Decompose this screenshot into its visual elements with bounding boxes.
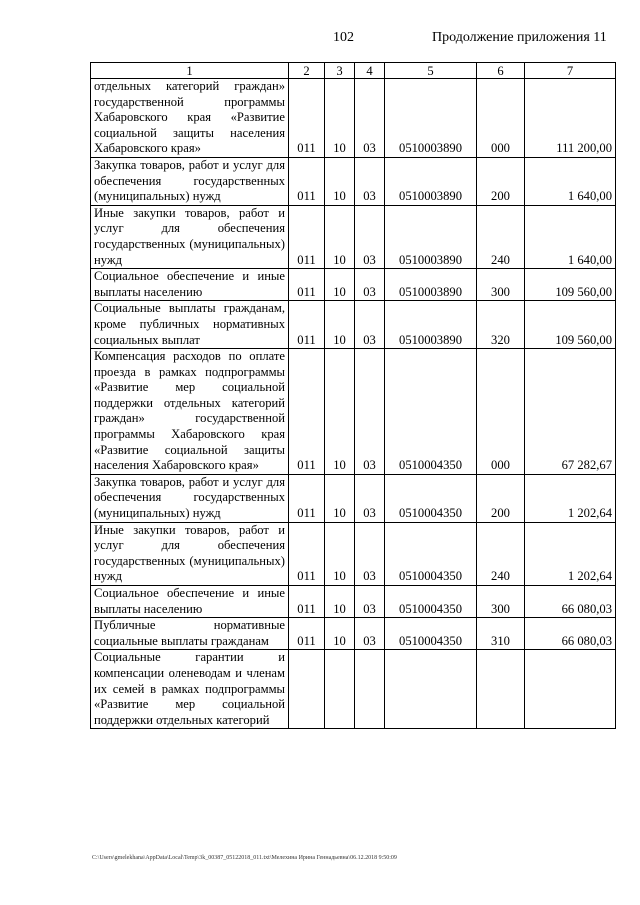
- row-subsection: 03: [355, 79, 385, 158]
- row-ministry-code: [289, 650, 325, 729]
- row-expense-type: 300: [477, 586, 525, 618]
- row-amount: 109 560,00: [525, 269, 616, 301]
- row-section: 10: [325, 618, 355, 650]
- table-row: [91, 522, 616, 585]
- row-amount: 66 080,03: [525, 586, 616, 618]
- row-name: Закупка товаров, работ и услуг для обеспечения государственных (муниципальных) нужд: [91, 157, 289, 205]
- row-ministry-code: 011: [289, 349, 325, 475]
- row-name: Социальное обеспечение и иные выплаты населению: [91, 586, 289, 618]
- column-header: 3: [325, 63, 355, 79]
- row-ministry-code: 011: [289, 586, 325, 618]
- row-section: 10: [325, 79, 355, 158]
- row-ministry-code: 011: [289, 79, 325, 158]
- row-target-item: 0510003890: [385, 157, 477, 205]
- row-section: 10: [325, 586, 355, 618]
- row-subsection: 03: [355, 618, 385, 650]
- row-target-item: 0510004350: [385, 586, 477, 618]
- row-subsection: 03: [355, 522, 385, 585]
- row-name: Социальное обеспечение и иные выплаты населению: [91, 269, 289, 301]
- row-expense-type: 200: [477, 157, 525, 205]
- table-row: [91, 301, 616, 349]
- table-row: [91, 586, 616, 618]
- row-amount: 1 640,00: [525, 205, 616, 268]
- row-expense-type: [477, 650, 525, 729]
- row-amount: 111 200,00: [525, 79, 616, 158]
- row-target-item: [385, 650, 477, 729]
- row-ministry-code: 011: [289, 269, 325, 301]
- row-target-item: 0510003890: [385, 205, 477, 268]
- table-row: [91, 205, 616, 268]
- table-row: [91, 650, 616, 729]
- row-target-item: 0510003890: [385, 269, 477, 301]
- row-name: Иные закупки товаров, работ и услуг для обеспечения государственных (муниципальных) нужд: [91, 205, 289, 268]
- table-row: [91, 79, 616, 158]
- row-section: 10: [325, 205, 355, 268]
- row-name: отдельных категорий граждан» государственной программы Хабаровского края «Развитие социальной защиты населения Хабаровского края»: [91, 79, 289, 158]
- column-header: 7: [525, 63, 616, 79]
- row-name: Социальные выплаты гражданам, кроме публичных нормативных социальных выплат: [91, 301, 289, 349]
- column-header: 6: [477, 63, 525, 79]
- row-expense-type: 240: [477, 205, 525, 268]
- row-amount: 1 640,00: [525, 157, 616, 205]
- row-section: 10: [325, 522, 355, 585]
- row-expense-type: 310: [477, 618, 525, 650]
- row-section: 10: [325, 269, 355, 301]
- row-section: [325, 650, 355, 729]
- row-expense-type: 200: [477, 474, 525, 522]
- row-target-item: 0510004350: [385, 349, 477, 475]
- column-header: 2: [289, 63, 325, 79]
- row-subsection: 03: [355, 269, 385, 301]
- row-target-item: 0510004350: [385, 522, 477, 585]
- table-row: [91, 618, 616, 650]
- row-amount: 1 202,64: [525, 522, 616, 585]
- row-subsection: 03: [355, 205, 385, 268]
- row-section: 10: [325, 349, 355, 475]
- column-header: 1: [91, 63, 289, 79]
- table-row: [91, 474, 616, 522]
- footer-file-path: C:\Users\gmelekhana\AppData\Local\Temp\3k_00387_05122018_011.txt\Мелехина Ирина Геннадьевна\06.12.2018 9:50:09: [92, 855, 397, 861]
- row-section: 10: [325, 474, 355, 522]
- row-amount: 109 560,00: [525, 301, 616, 349]
- row-target-item: 0510004350: [385, 474, 477, 522]
- row-section: 10: [325, 301, 355, 349]
- row-target-item: 0510003890: [385, 79, 477, 158]
- row-subsection: 03: [355, 586, 385, 618]
- continuation-label: Продолжение приложения 11: [432, 30, 607, 45]
- row-target-item: 0510004350: [385, 618, 477, 650]
- row-name: Иные закупки товаров, работ и услуг для обеспечения государственных (муниципальных) нужд: [91, 522, 289, 585]
- row-amount: 67 282,67: [525, 349, 616, 475]
- row-ministry-code: 011: [289, 618, 325, 650]
- row-subsection: 03: [355, 474, 385, 522]
- row-ministry-code: 011: [289, 474, 325, 522]
- row-name: Компенсация расходов по оплате проезда в рамках подпрограммы «Развитие мер социальной поддержки отдельных категорий граждан» государственной программы Хабаровского края «Развитие социальной защиты населения Хабаровского края»: [91, 349, 289, 475]
- row-target-item: 0510003890: [385, 301, 477, 349]
- row-expense-type: 320: [477, 301, 525, 349]
- table-row: [91, 157, 616, 205]
- row-expense-type: 240: [477, 522, 525, 585]
- row-expense-type: 000: [477, 349, 525, 475]
- row-ministry-code: 011: [289, 301, 325, 349]
- row-amount: 1 202,64: [525, 474, 616, 522]
- header-row: [91, 63, 616, 79]
- page-number: 102: [333, 30, 354, 45]
- column-header: 5: [385, 63, 477, 79]
- row-subsection: 03: [355, 301, 385, 349]
- row-ministry-code: 011: [289, 205, 325, 268]
- row-ministry-code: 011: [289, 522, 325, 585]
- row-name: Социальные гарантии и компенсации оленеводам и членам их семей в рамках подпрограммы «Развитие мер социальной поддержки отдельных категорий: [91, 650, 289, 729]
- column-header: 4: [355, 63, 385, 79]
- row-expense-type: 000: [477, 79, 525, 158]
- row-subsection: 03: [355, 349, 385, 475]
- row-amount: [525, 650, 616, 729]
- table-row: [91, 349, 616, 475]
- table-row: [91, 269, 616, 301]
- row-subsection: [355, 650, 385, 729]
- row-amount: 66 080,03: [525, 618, 616, 650]
- row-ministry-code: 011: [289, 157, 325, 205]
- row-name: Публичные нормативные социальные выплаты гражданам: [91, 618, 289, 650]
- row-section: 10: [325, 157, 355, 205]
- row-subsection: 03: [355, 157, 385, 205]
- row-name: Закупка товаров, работ и услуг для обеспечения государственных (муниципальных) нужд: [91, 474, 289, 522]
- row-expense-type: 300: [477, 269, 525, 301]
- budget-table: [90, 62, 616, 729]
